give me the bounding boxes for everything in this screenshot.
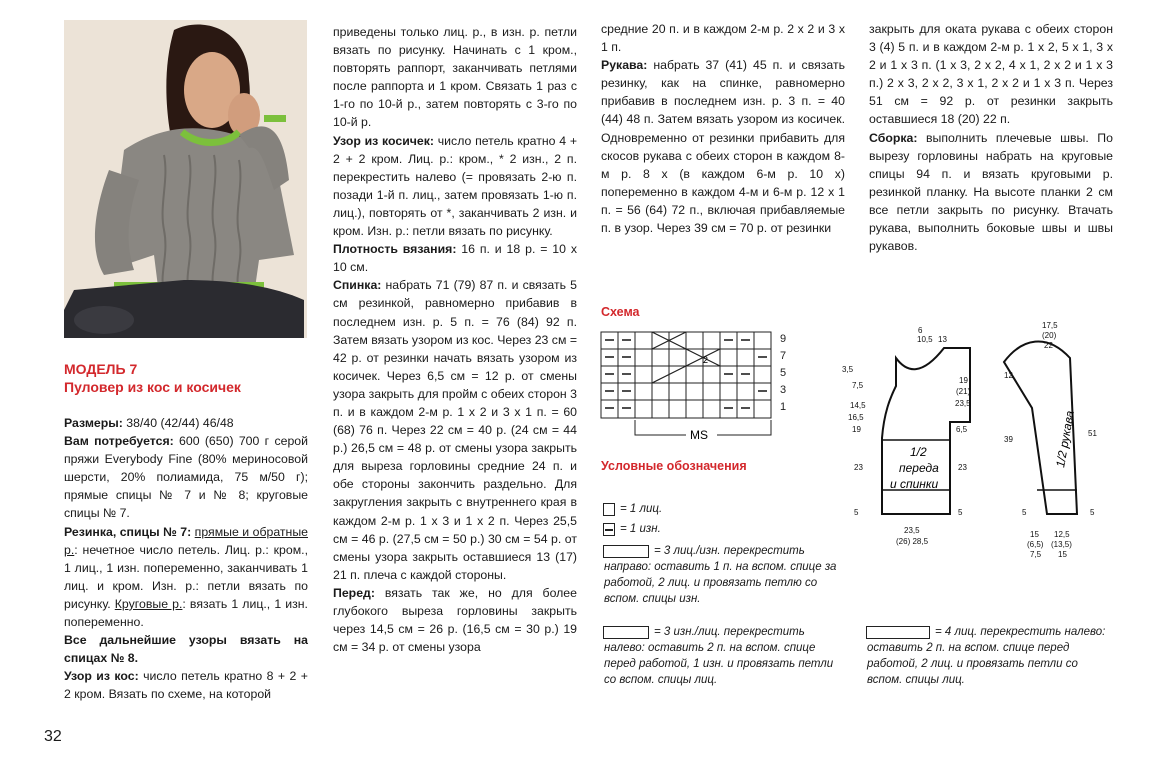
chart-cell-two: 2 <box>703 355 709 365</box>
row-number: 9 <box>780 333 787 345</box>
dim-text: 13 <box>938 335 947 344</box>
sleeve-label: 1/2 рукава <box>1053 409 1077 469</box>
assembly-text: выполнить плечевые швы. По вырезу горловины набрать на круговые спицы 94 п. и вязать круговыми р. резинкой планку. На высоте планки 2 см все петли закрыть по рисунку. Втачать рукава, выполнить боковые швы и швы рукавов. <box>869 130 1113 254</box>
sizes-label: Размеры: <box>64 416 123 430</box>
braid-text: число петель кратно 8 + 2 + 2 кром. Вязать по схеме, на которой <box>64 669 308 702</box>
dim-text: (26) 28,5 <box>896 537 929 546</box>
legend-cross-right-3-text: = 3 лиц./изн. перекрестить направо: оставить 1 п. на вспом. спице за работой, 2 лиц. и провязать петлю со вспом. спицы изн. <box>604 545 837 605</box>
page-number: 32 <box>44 728 62 745</box>
dim-text: 16,5 <box>848 413 864 422</box>
dim-text: 7,5 <box>1030 550 1042 559</box>
dim-text: 17,5 <box>1042 321 1058 330</box>
plait-paragraph <box>333 132 577 241</box>
plait-text: число петель кратно 4 + 2 + 2 кром. Лиц. р.: кром., * 2 изн., 2 п. перекрестить налево (= провязать 2-ю п. позади 1-й п. лиц., затем провязать 1-ю п. лиц.), повторять от *, заканчивать 2 изн. и кром. Изн. р.: петли вязать по рисунку. <box>333 133 578 239</box>
row-number: 5 <box>780 367 787 379</box>
dim-text: 10,5 <box>917 335 933 344</box>
dim-text: (20) <box>1042 331 1057 340</box>
dim-text: 22 <box>1044 341 1053 350</box>
density-label: Плотность вязания: <box>333 242 457 257</box>
assembly-paragraph <box>869 129 1113 256</box>
column-4 <box>869 20 1113 255</box>
front-paragraph <box>333 584 577 656</box>
rib-straight-rows: прямые и обратные р. <box>64 524 308 557</box>
col2-intro: приведены только лиц. р., в изн. р. петли вязать по рисунку. Начинать с 1 кром., повторять раппорт, заканчивать петлями после раппорта и 1 кром. Связать 1 раз с 1-го по 10-й р., затем повторять с 3-го по 10-й р. <box>333 25 577 130</box>
model-subtitle: Пуловер из кос и косичек <box>64 379 241 395</box>
chart-row-numbers <box>780 333 786 413</box>
further-patterns-note <box>64 631 308 667</box>
dim-text: 14,5 <box>850 401 866 410</box>
plait-label: Узор из косичек: <box>333 133 435 148</box>
body-label: 1/2 переда и спинки <box>890 445 939 491</box>
legend-knit-text: = 1 лиц. <box>620 503 663 515</box>
materials-value: 600 (650) 700 г серой пряжи Everybody Fine (80% мериносовой шерсти, 20% полиамида, 75 м/50 г); прямые спицы № 7 и № 8; круговые спицы № 7. <box>64 434 308 521</box>
model-photo <box>64 20 307 338</box>
sleeves-text: набрать 37 (41) 45 п. и связать резинку, как на спинке, равномерно прибавив в последнем изн. р. 3 п. = 40 (44) 48 п. Затем вязать узором из косичек. Одновременно от резинки прибавить для скосов рукава с обеих сторон в каждом 8-м р. 8 х (в каждом 6-м р. 10 х) попеременно в каждом 4-м и 6-м р. 12 х 1 п. = 56 (64) 72 п., включая прибавляемые п. в узор. Через 39 см = 70 р. от резинки <box>601 58 845 236</box>
chart-heading: Схема <box>601 305 640 319</box>
dim-text: 15 <box>1030 530 1039 539</box>
density-paragraph <box>333 240 577 276</box>
front-label: Перед: <box>333 585 375 600</box>
purl-symbol <box>603 523 615 536</box>
dim-text: (6,5) <box>1027 540 1044 549</box>
back-label: Спинка: <box>333 278 382 293</box>
rib-label: Резинка, спицы № 7: <box>64 524 192 539</box>
row-number: 7 <box>780 350 787 362</box>
legend-cross-left-3-text: = 3 изн./лиц. перекрестить налево: оставить 2 п. на вспом. спице перед работой, 1 изн. и провязать петли со вспом. спицы лиц. <box>604 626 834 686</box>
dim-text: 12,5 <box>1054 530 1070 539</box>
row-number: 1 <box>780 401 787 413</box>
garment-schematic <box>832 318 1122 578</box>
braid-paragraph <box>64 667 308 703</box>
dim-text: 51 <box>1088 429 1097 438</box>
column-1 <box>64 414 308 704</box>
sleeves-paragraph <box>601 56 845 237</box>
rib-text-2: : вязать 1 лиц., 1 изн. попеременно. <box>64 596 308 630</box>
knitting-chart <box>600 330 800 442</box>
dim-text: 23 <box>958 463 967 472</box>
dim-text: 23 <box>854 463 863 472</box>
assembly-label: Сборка: <box>869 130 918 145</box>
model-title: МОДЕЛЬ 7 <box>64 361 138 377</box>
col3-intro: средние 20 п. и в каждом 2-м р. 2 х 2 и 3 х 1 п. <box>601 22 845 55</box>
dim-text: 19 <box>852 425 861 434</box>
dim-text: (13,5) <box>1051 540 1072 549</box>
rib-paragraph <box>64 523 308 632</box>
dim-text: 5 <box>1022 508 1027 517</box>
dim-text: (21) <box>956 387 971 396</box>
dim-text: 15 <box>1058 550 1067 559</box>
density-text: 16 п. и 18 р. = 10 х 10 см. <box>333 242 577 275</box>
chart-grid <box>601 332 771 418</box>
dim-text: 3,5 <box>842 365 854 374</box>
dim-text: 5 <box>958 508 963 517</box>
materials-label: Вам потребуется: <box>64 434 174 449</box>
dim-text: 7,5 <box>852 381 864 390</box>
braid-label: Узор из кос: <box>64 669 139 684</box>
legend-heading: Условные обозначения <box>601 459 747 473</box>
dim-text: 23,5 <box>904 526 920 535</box>
rib-circular-rows: Круговые р. <box>114 596 183 611</box>
sizes-value: 38/40 (42/44) 46/48 <box>122 416 234 430</box>
dim-text: 12 <box>1004 371 1013 380</box>
further-patterns-text: Все дальнейшие узоры вязать на спицах № 8. <box>64 633 308 666</box>
materials-paragraph <box>64 432 308 522</box>
dim-text: 5 <box>1090 508 1095 517</box>
front-text: вязать так же, но для более глубокого выреза горловины закрыть через 14,5 см = 26 р. (16,5 см = 30 р.) 19 см = 34 р. от смены узора <box>333 585 577 655</box>
dim-text: 23,5 <box>955 399 971 408</box>
dim-text: 5 <box>854 508 859 517</box>
dim-text: 39 <box>1004 435 1013 444</box>
back-paragraph <box>333 276 577 584</box>
sleeves-label: Рукава: <box>601 58 648 73</box>
ms-label: MS <box>690 428 708 442</box>
model-heading <box>64 360 241 396</box>
knit-symbol <box>603 503 615 516</box>
dim-text: 6,5 <box>956 425 968 434</box>
col4-intro: закрыть для оката рукава с обеих сторон 3 (4) 5 п. и в каждом 2-м р. 1 х 2, 5 х 1, 3 х 2 и 1 х 3 п. (1 х 3, 2 х 2, 4 х 1, 2 х 2 и 1 х 3 п.) 2 х 3, 2 х 2, 3 х 1, 2 х 2 и 1 х 3 п. Через 51 см = 92 р. от резинки закрыть оставшиеся 18 (20) 22 п. <box>869 22 1113 127</box>
row-number: 3 <box>780 384 787 396</box>
column-3 <box>601 20 845 237</box>
dim-text: 6 <box>918 326 923 335</box>
sizes-paragraph <box>64 414 308 432</box>
legend-cross-left-4-text: = 4 лиц. перекрестить налево: оставить 2 п. на вспом. спице перед работой, 2 лиц. и провязать петли со вспом. спицы лиц. <box>867 626 1106 686</box>
rib-text-1: : нечетное число петель. Лиц. р.: кром., 1 лиц., 1 изн. попеременно, заканчивать 1 лиц. и кром. Изн. р.: петли вязать по рисунку. <box>64 542 308 611</box>
sweater-model-image <box>64 20 307 338</box>
dim-text: 19 <box>959 376 968 385</box>
legend-purl-text: = 1 изн. <box>620 523 661 535</box>
back-text: набрать 71 (79) 87 п. и связать 5 см резинкой, равномерно прибавив в последнем изн. р. 5 п. = 76 (84) 92 п. Затем вязать узором из кос. Через 23 см = 42 р. от резинки начать вязать узором из косичек. Через 6,5 см = 12 р. от смены узора закрыть для пройм с обеих сторон 3 п. и в каждом 2-м р. 1 х 2 и 3 х 1 п. = 60 (68) 76 п. Через 22 см = 40 р. (24 см = 44 р.) 26,5 см = 48 р. от смены узора закрыть для выреза горловины средние 24 п. и обе стороны закончить раздельно. Для закругления закрыть с внутреннего края в каждом 2-м р. 1 х 3 и 1 х 2 п. Через 25,5 см = 46 р. (27,5 см = 50 р.) 30 см = 54 р. от смены узора закрыть оставшиеся 13 (17) 21 п. плеча с каждой стороны. <box>333 278 578 582</box>
column-2 <box>333 23 577 656</box>
